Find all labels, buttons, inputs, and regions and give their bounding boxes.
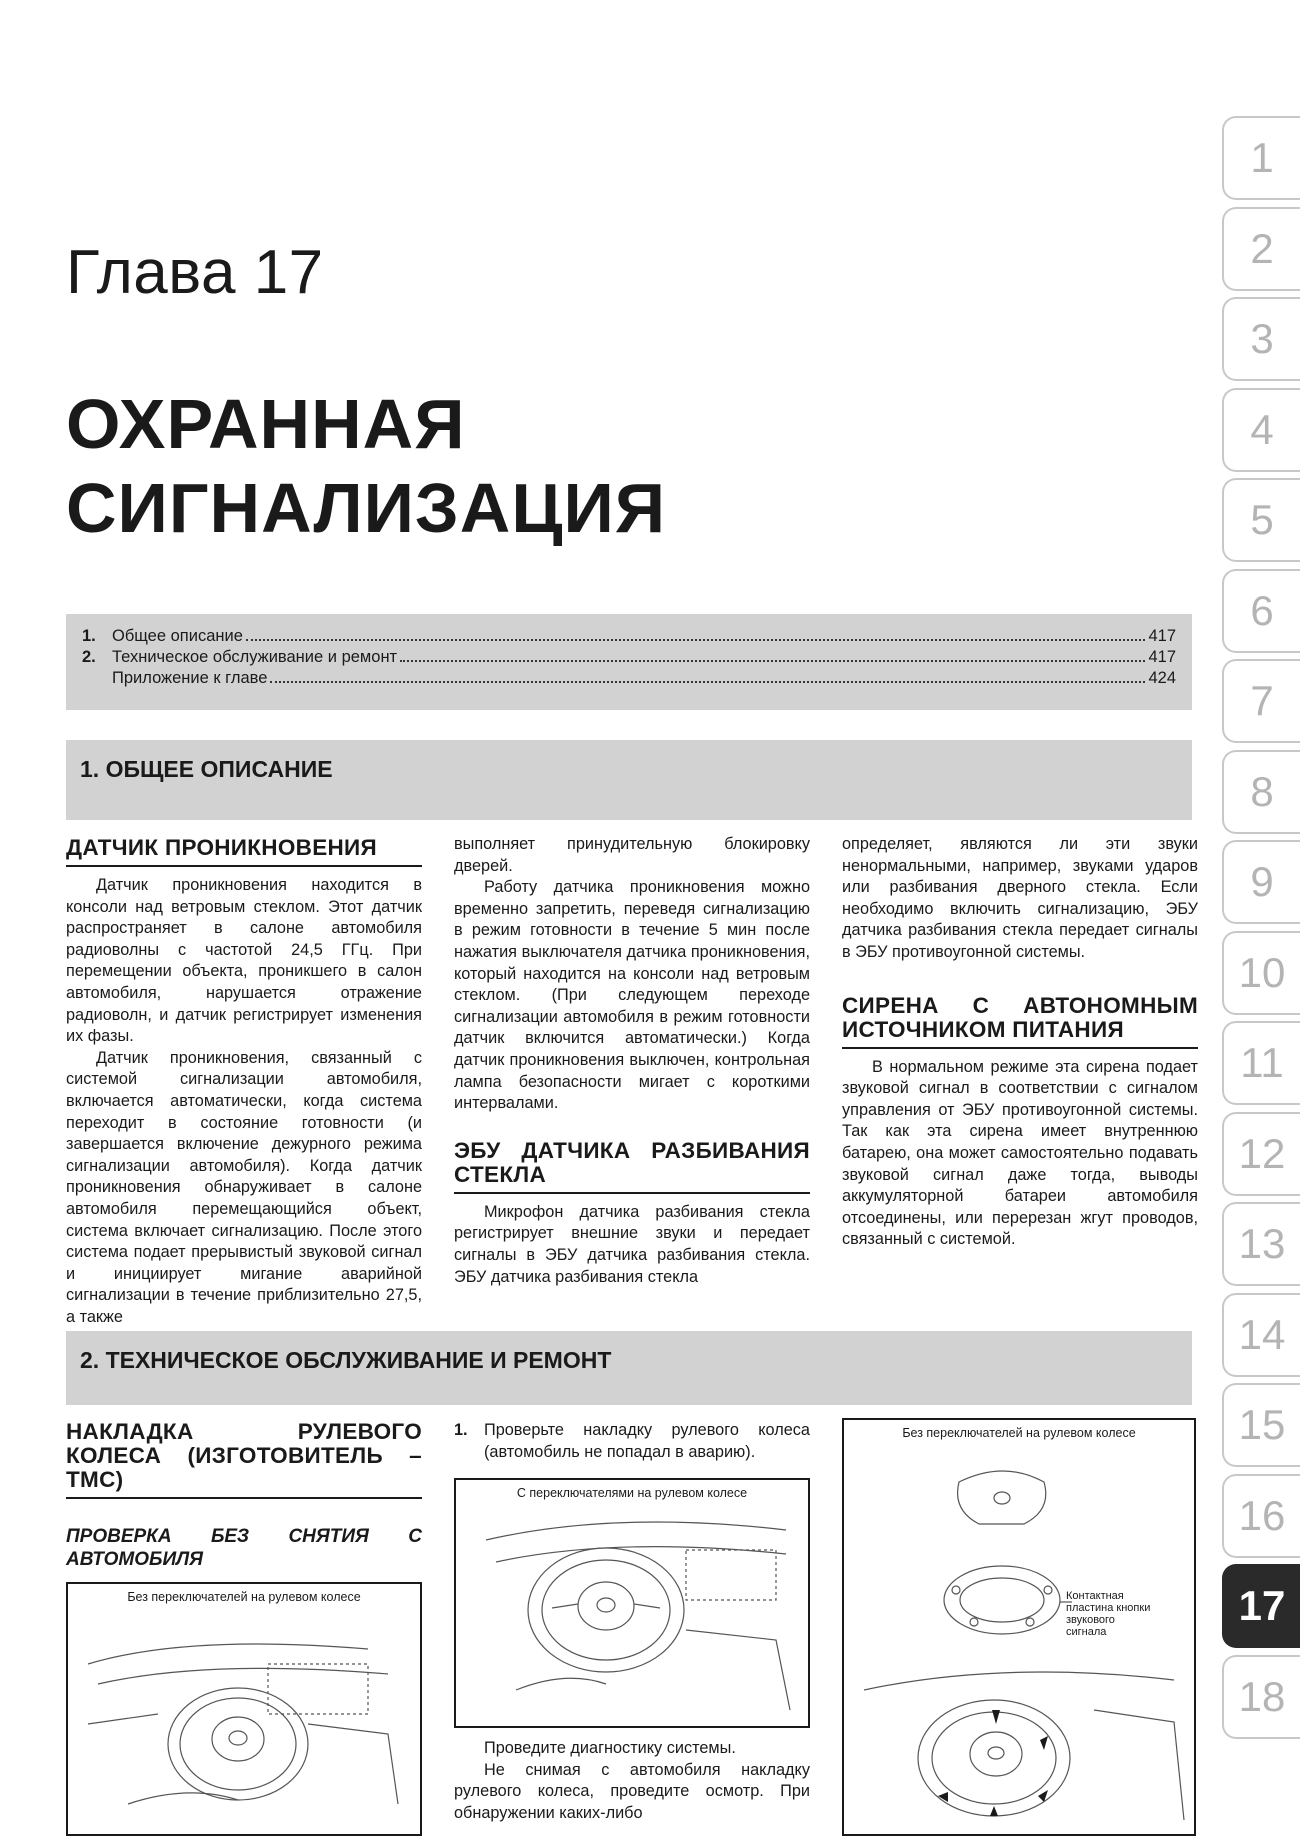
toc-row[interactable] xyxy=(82,647,1176,668)
section-heading-maintenance: 2. ТЕХНИЧЕСКОЕ ОБСЛУЖИВАНИЕ И РЕМОНТ xyxy=(66,1331,1192,1405)
toc-title: Техническое обслуживание и ремонт xyxy=(112,648,398,666)
toc-title: Приложение к главе xyxy=(112,669,268,687)
subheading-glass-break-ecu: ЭБУ ДАТЧИКА РАЗБИВАНИЯ СТЕКЛА xyxy=(454,1139,810,1194)
paragraph: Датчик проникновения находится в консоли над ветровым стеклом. Этот датчик распространяет в салоне автомобиля радиоволны с частотой 24,5 ГГц. При перемещении объекта, проникшего в салон автомобиля, нарушается отражение радиоволн, и датчик регистрирует изменения их фазы. xyxy=(66,876,422,1046)
paragraph: выполняет принудительную блокировку дверей. xyxy=(454,835,810,875)
chapter-tab-14[interactable]: 14 xyxy=(1222,1293,1300,1377)
figure-caption: С переключателями на рулевом колесе xyxy=(516,1486,748,1500)
steering-wheel-illustration xyxy=(456,1500,808,1718)
subheading-intrusion-sensor: ДАТЧИК ПРОНИКНОВЕНИЯ xyxy=(66,836,422,867)
section2-column-2 xyxy=(454,1420,810,1463)
chapter-label: Глава 17 xyxy=(66,238,324,307)
chapter-title-line2: СИГНАЛИЗАЦИЯ xyxy=(66,469,667,547)
chapter-tab-16[interactable]: 16 xyxy=(1222,1474,1300,1558)
toc-row[interactable] xyxy=(82,626,1176,647)
paragraph: Работу датчика проникновения можно временно запретить, переведя сигнализацию в режим готовности в течение 5 мин после нажатия выключателя датчика проникновения, который находится на консоли над ветровым стеклом. (При следующем переходе сигнализации автомобиля в режим готовности датчик включится автоматически.) Когда датчик проникновения выключен, контрольная лампа безопасности мигает с короткими интервалами. xyxy=(454,878,810,1113)
subheading-on-vehicle-check: ПРОВЕРКА БЕЗ СНЯТИЯ С АВТОМОБИЛЯ xyxy=(66,1526,422,1570)
chapter-tab-10[interactable]: 10 xyxy=(1222,931,1300,1015)
toc-page: 417 xyxy=(1148,627,1176,645)
figure-caption: Без переключателей на рулевом колесе xyxy=(902,1426,1136,1440)
section2-column-1 xyxy=(66,1420,422,1571)
chapter-tab-1[interactable]: 1 xyxy=(1222,116,1300,200)
toc-page: 424 xyxy=(1148,669,1176,687)
step-1 xyxy=(454,1420,810,1463)
step-text: Проверьте накладку рулевого колеса (автомобиль не попадал в аварию). xyxy=(484,1421,810,1461)
toc-page: 417 xyxy=(1148,648,1176,666)
toc-leader xyxy=(246,638,1146,641)
paragraph: Микрофон датчика разбивания стекла регистрирует внешние звуки и передает сигналы в ЭБУ датчика разбивания стекла. ЭБУ датчика разбивания стекла xyxy=(454,1202,810,1286)
subheading-steering-wheel-pad: НАКЛАДКА РУЛЕВОГО КОЛЕСА (ИЗГОТОВИТЕЛЬ – ТМС) xyxy=(66,1420,422,1499)
column-1 xyxy=(66,836,422,1328)
chapter-tab-5[interactable]: 5 xyxy=(1222,478,1300,562)
toc-title: Общее описание xyxy=(112,627,243,645)
paragraph: Проведите диагностику системы. xyxy=(484,1739,736,1757)
chapter-tab-2[interactable]: 2 xyxy=(1222,207,1300,291)
column-3 xyxy=(842,834,1198,1251)
chapter-tab-13[interactable]: 13 xyxy=(1222,1202,1300,1286)
table-of-contents xyxy=(66,614,1192,710)
chapter-tab-6[interactable]: 6 xyxy=(1222,569,1300,653)
callout-horn-contact-plate: Контактная пластина кнопки звукового сигнала xyxy=(1066,1590,1151,1638)
chapter-tab-17[interactable]: 17 xyxy=(1222,1564,1300,1648)
paragraph: В нормальном режиме эта сирена подает звуковой сигнал в соответствии с сигналом управления от ЭБУ противоугонной системы. Так как эта сирена имеет внутреннюю батарею, она может самостоятельно подавать звуковой сигнал даже тогда, выводы аккумуляторной батареи автомобиля отсоединены, или перерезан жгут проводов, связанный с системой. xyxy=(842,1057,1198,1249)
figure-steering-wheel-with-switches xyxy=(454,1478,810,1728)
step-number: 1. xyxy=(454,1421,468,1439)
steering-wheel-illustration xyxy=(68,1604,420,1824)
toc-row[interactable] xyxy=(82,668,1176,689)
chapter-tab-7[interactable]: 7 xyxy=(1222,659,1300,743)
chapter-tab-9[interactable]: 9 xyxy=(1222,840,1300,924)
subheading-autonomous-siren: СИРЕНА С АВТОНОМНЫМ ИСТОЧНИКОМ ПИТАНИЯ xyxy=(842,994,1198,1049)
toc-leader xyxy=(270,680,1145,683)
chapter-title xyxy=(66,382,666,550)
paragraph: Датчик проникновения, связанный с системой сигнализации автомобиля, включается автоматически, когда система переходит в состояние готовности (и завершается включение дежурного режима сигнализации автомобиля). Когда датчик проникновения обнаруживает в салоне автомобиля перемещающийся объект, система включает сигнализацию. После этого система подает прерывистый звуковой сигнал и инициирует мигание аварийной сигнализации в течение приблизительно 27,5, а также xyxy=(66,1048,422,1326)
chapter-tab-4[interactable]: 4 xyxy=(1222,388,1300,472)
chapter-tab-15[interactable]: 15 xyxy=(1222,1383,1300,1467)
figure-horn-contact-plate xyxy=(842,1418,1196,1836)
column-2 xyxy=(454,834,810,1288)
section2-column-2-text xyxy=(454,1738,810,1824)
figure-steering-wheel-no-switches xyxy=(66,1582,422,1836)
paragraph: определяет, являются ли эти звуки ненормальными, например, звуками ударов или разбивания дверного стекла. Если необходимо включить сигнализацию, ЭБУ датчика разбивания стекла передает сигналы в ЭБУ противоугонной системы. xyxy=(842,835,1198,961)
chapter-title-line1: ОХРАННАЯ xyxy=(66,385,466,463)
toc-number: 1. xyxy=(82,627,96,645)
toc-number: 2. xyxy=(82,648,96,666)
chapter-tab-18[interactable]: 18 xyxy=(1222,1655,1300,1739)
chapter-tab-12[interactable]: 12 xyxy=(1222,1112,1300,1196)
chapter-tab-11[interactable]: 11 xyxy=(1222,1021,1300,1105)
chapter-tab-8[interactable]: 8 xyxy=(1222,750,1300,834)
section-heading-general-description: 1. ОБЩЕЕ ОПИСАНИЕ xyxy=(66,740,1192,820)
figure-caption: Без переключателей на рулевом колесе xyxy=(127,1590,361,1604)
chapter-tab-3[interactable]: 3 xyxy=(1222,297,1300,381)
toc-leader xyxy=(400,659,1145,662)
paragraph: Не снимая с автомобиля накладку рулевого колеса, проведите осмотр. При обнаружении каких-либо xyxy=(454,1760,810,1822)
